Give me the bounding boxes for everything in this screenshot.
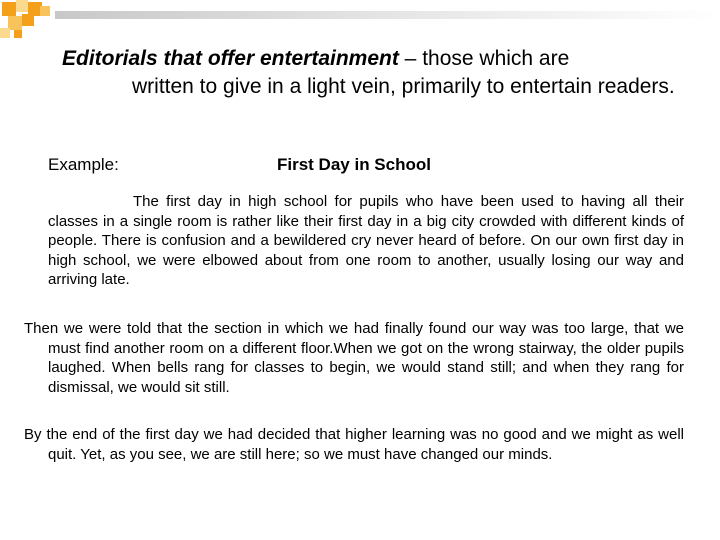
section-heading <box>62 45 702 101</box>
decor-square <box>22 14 34 26</box>
example-row <box>48 154 688 176</box>
decor-square <box>2 2 16 16</box>
corner-decoration <box>0 0 720 40</box>
paragraph: The first day in high school for pupils who have been used to having all their classes in a single room is rather like their first day in a big city crowded with different kinds of people. There is confusion and a bewildered cry never heard of before. On our own first day in high school, we were elbowed about from one room to another, usually losing our way and arriving late. <box>48 193 684 288</box>
paragraph: By the end of the first day we had decided that higher learning was no good and we might as well quit. Yet, as you see, we are still here; so we must have changed our minds. <box>24 426 684 463</box>
header-bar <box>55 11 720 19</box>
decor-square <box>16 0 28 12</box>
heading-rest-line1: – those which are <box>398 47 570 70</box>
decor-square <box>8 16 22 30</box>
decor-square <box>0 28 10 38</box>
example-label: Example: <box>48 155 119 174</box>
decor-square <box>40 6 50 16</box>
heading-rest-line2: written to give in a light vein, primarily to entertain readers. <box>132 75 675 98</box>
heading-lead: Editorials that offer entertainment <box>62 47 399 70</box>
decor-square <box>14 30 22 38</box>
paragraph: Then we were told that the section in which we had finally found our way was too large, that we must find another room on a different floor.When we got on the wrong stairway, the older pupils laughed. When bells rang for classes to begin, we would stand still; and when they rang for dismissal, we would sit still. <box>24 320 684 396</box>
example-title: First Day in School <box>277 155 431 174</box>
